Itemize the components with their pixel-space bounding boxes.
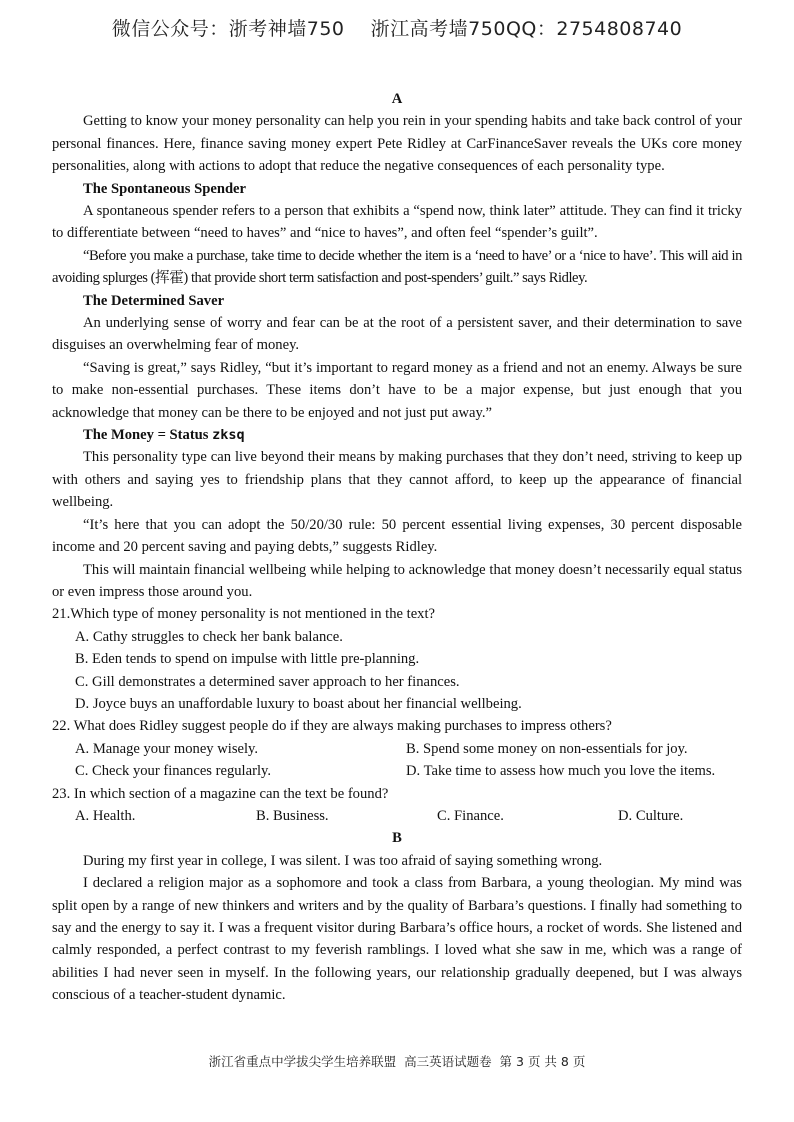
status-paragraph-3: This will maintain financial wellbeing while helping to acknowledge that money doesn’t necessarily equal status or even impress those around you. — [52, 561, 742, 600]
status-heading-watermark: zksq — [212, 427, 245, 444]
question-21-option-d: D. Joyce buys an unaffordable luxury to boast about her financial wellbeing. — [75, 695, 522, 712]
section-b-paragraph-2: I declared a religion major as a sophomore and took a class from Barbara, a young theologian. My mind was split open by a range of new thinkers and writers and by the quality of Barbara’s questions. I finally had something to say and the energy to say it. I was a frequent visitor during Barbara’s office hours, a rocket of words. She listened and calmly responded, a perfect contrast to my feverish ramblings. I loved what she saw in me, which was a range of abilities I had never seen in myself. In the following years, our relationship gradually deepened, but I was always conscious of a teacher-student dynamic. — [52, 875, 742, 1004]
question-23-options — [52, 805, 742, 827]
question-21-option-b: B. Eden tends to spend on impulse with little pre-planning. — [75, 651, 420, 668]
question-21-option-a: A. Cathy struggles to check her bank balance. — [75, 628, 343, 645]
section-b-paragraph-1: During my first year in college, I was silent. I was too afraid of saying something wrong. — [83, 852, 603, 869]
spender-paragraph-1: A spontaneous spender refers to a person that exhibits a “spend now, think later” attitude. They can find it tricky to differentiate between “need to haves” and “nice to haves”, and often feel “spender’s guilt”. — [52, 203, 742, 242]
question-22-option-d: D. Take time to assess how much you love the items. — [406, 763, 716, 780]
page-footer: 浙江省重点中学拔尖学生培养联盟 高三英语试题卷 第 3 页 共 8 页 — [208, 1054, 586, 1069]
question-23-option-a: A. Health. — [75, 807, 136, 824]
question-21-stem: 21.Which type of money personality is not mentioned in the text? — [52, 606, 436, 623]
question-22-option-b: B. Spend some money on non-essentials for joy. — [406, 740, 688, 757]
page-header: 微信公众号：浙考神墙750 浙江高考墙750QQ：2754808740 — [111, 18, 683, 40]
question-22-options-row-1 — [52, 738, 742, 760]
spender-paragraph-2: “Before you make a purchase, take time to decide whether the item is a ‘need to have’ or a ‘nice to have’. This will aid in avoiding splurges (挥霍) that provide short term satisfaction and post-spenders’ guilt.” says Ridley. — [52, 247, 742, 287]
question-23-option-b: B. Business. — [256, 807, 329, 824]
saver-paragraph-2: “Saving is great,” says Ridley, “but it’s important to regard money as a friend and not an enemy. Always be sure to make non-essential purchases. These items don’t have to be a major expense, but just enough that you acknowledge that money can be there to be enjoyed and not just put away.” — [52, 359, 742, 421]
section-b-letter: B — [392, 830, 402, 847]
saver-paragraph-1: An underlying sense of worry and fear can be at the root of a persistent saver, and their determination to save disguises an overwhelming fear of money. — [52, 315, 742, 354]
question-22-option-c: C. Check your finances regularly. — [75, 763, 272, 780]
status-paragraph-1: This personality type can live beyond their means by making purchases that they don’t need, striving to keep up with others and saying yes to friendship plans that they cannot afford, to keep up the appearance of financial wellbeing. — [52, 449, 742, 511]
status-heading — [52, 424, 742, 446]
question-23-option-d: D. Culture. — [618, 807, 684, 824]
saver-heading: The Determined Saver — [83, 292, 225, 309]
question-21-option-c: C. Gill demonstrates a determined saver approach to her finances. — [75, 673, 460, 690]
section-a-letter: A — [391, 91, 403, 107]
question-22-option-a: A. Manage your money wisely. — [75, 740, 259, 757]
question-23-stem: 23. In which section of a magazine can the text be found? — [52, 785, 389, 802]
status-paragraph-2: “It’s here that you can adopt the 50/20/30 rule: 50 percent essential living expenses, 30 percent disposable income and 20 percent saving and paying debts,” suggests Ridley. — [52, 516, 742, 556]
spender-heading: The Spontaneous Spender — [83, 180, 247, 197]
section-a-intro: Getting to know your money personality can help you rein in your spending habits and take back control of your personal finances. Here, finance saving money expert Pete Ridley at CarFinanceSaver reveals the UKs core money personalities, along with actions to adopt that reduce the negative consequences of each personality type. — [52, 113, 742, 175]
question-22-options-row-2 — [52, 760, 742, 782]
question-23-option-c: C. Finance. — [437, 807, 504, 824]
status-heading-text: The Money = Status — [83, 427, 209, 444]
exam-content — [52, 88, 742, 1007]
question-22-stem: 22. What does Ridley suggest people do if they are always making purchases to impress others? — [52, 718, 612, 735]
